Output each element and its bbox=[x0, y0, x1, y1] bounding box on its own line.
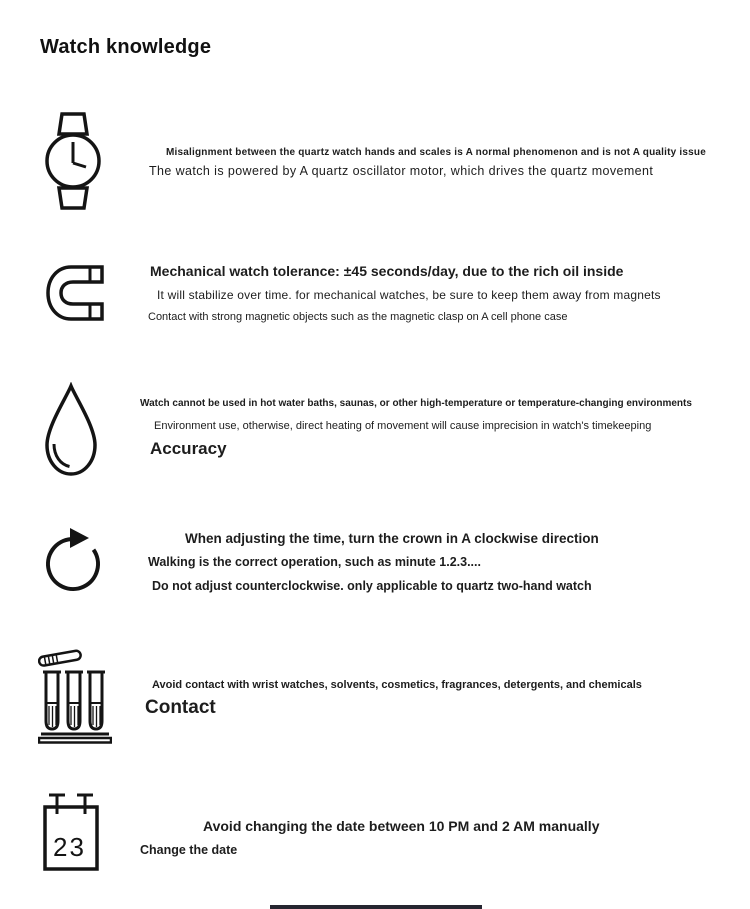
section-line: Do not adjust counterclockwise. only applicable to quartz two-hand watch bbox=[152, 579, 592, 593]
section-line: Watch cannot be used in hot water baths, saunas, or other high-temperature or temperature-changing environments bbox=[140, 398, 692, 409]
clockwise-arrow-icon bbox=[42, 522, 106, 594]
section-line: When adjusting the time, turn the crown in A clockwise direction bbox=[185, 531, 599, 546]
section-line: Avoid changing the date between 10 PM and 2 AM manually bbox=[203, 818, 600, 834]
section-line: Contact with strong magnetic objects such as the magnetic clasp on A cell phone case bbox=[148, 311, 568, 323]
section-line: Mechanical watch tolerance: ±45 seconds/day, due to the rich oil inside bbox=[150, 263, 624, 279]
water-drop-icon bbox=[42, 382, 100, 478]
magnet-icon bbox=[45, 264, 105, 322]
wristwatch-icon bbox=[45, 112, 101, 210]
calendar-date-number: 23 bbox=[53, 832, 86, 862]
section-line: It will stabilize over time. for mechanical watches, be sure to keep them away from magnets bbox=[157, 288, 661, 302]
section-line: The watch is powered by A quartz oscillator motor, which drives the quartz movement bbox=[149, 164, 654, 178]
test-tubes-icon bbox=[38, 647, 112, 744]
section-line: Walking is the correct operation, such as minute 1.2.3.... bbox=[148, 555, 481, 569]
section-line: Environment use, otherwise, direct heating of movement will cause imprecision in watch's timekeeping bbox=[154, 420, 652, 432]
section-line: Misalignment between the quartz watch hands and scales is A normal phenomenon and is not A quality issue bbox=[166, 147, 706, 158]
cropped-next-banner-edge bbox=[270, 905, 482, 909]
section-heading: Accuracy bbox=[150, 439, 227, 458]
page-title: Watch knowledge bbox=[40, 36, 212, 58]
section-line: Avoid contact with wrist watches, solvents, cosmetics, fragrances, detergents, and chemicals bbox=[152, 679, 642, 691]
section-heading: Change the date bbox=[140, 843, 238, 857]
calendar-icon bbox=[42, 792, 100, 872]
section-heading: Contact bbox=[145, 697, 216, 718]
